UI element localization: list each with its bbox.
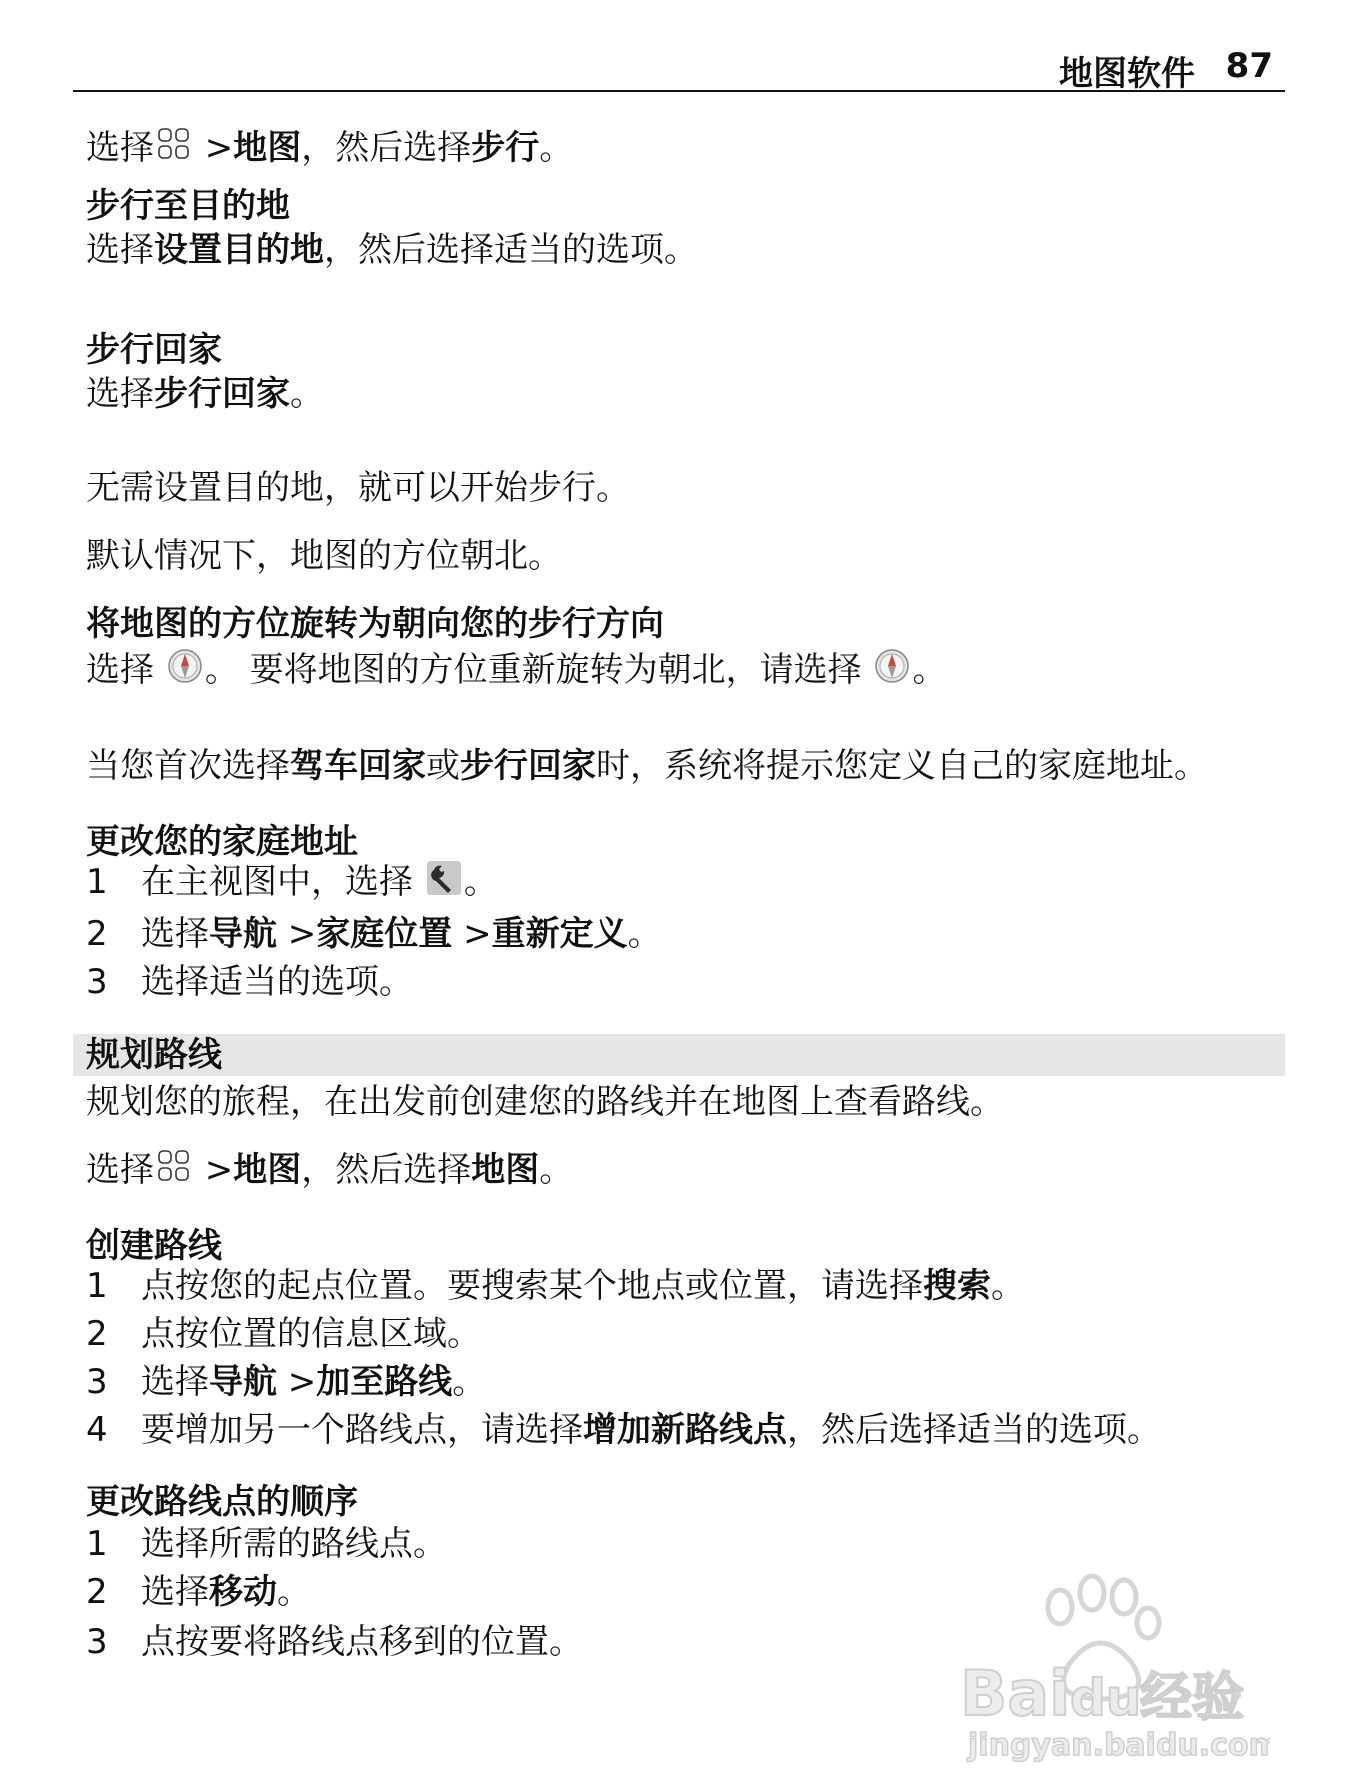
heading-walk-home: 步行回家: [86, 330, 222, 370]
heading-reorder-waypoints: 更改路线点的顺序: [86, 1482, 358, 1522]
page-header: [73, 40, 1285, 92]
step-number: 1: [86, 1266, 108, 1306]
text: 或: [426, 746, 460, 786]
text: ，然后选择适当的选项。: [324, 230, 698, 270]
text: 选择: [86, 1150, 154, 1190]
step-number: 1: [86, 1524, 108, 1564]
text: 。: [290, 374, 324, 414]
option-walk: 步行: [471, 128, 540, 168]
option-navigation: 导航: [209, 1362, 277, 1402]
step-text: [141, 912, 662, 956]
text: 。: [463, 862, 498, 902]
walk-destination-text: [86, 228, 698, 272]
page-number: 87: [1225, 46, 1273, 86]
menu-maps: 地图: [233, 128, 302, 168]
step-text: 选择适当的选项。: [141, 962, 413, 1002]
text: 要增加另一个路线点，请选择: [141, 1410, 583, 1450]
step-text: 点按要将路线点移到的位置。: [141, 1622, 583, 1662]
step-number: 4: [86, 1410, 108, 1450]
separator: >: [277, 1362, 317, 1402]
step-text: [141, 860, 498, 907]
option-search: 搜索: [923, 1266, 991, 1306]
text: ，然后选择: [301, 128, 472, 168]
text: 。 要将地图的方位重新旋转为朝北，请选择: [204, 650, 873, 690]
text: 。: [539, 128, 574, 168]
apps-grid-icon: [156, 126, 192, 173]
menu-maps: 地图: [233, 1150, 302, 1190]
option-move: 移动: [209, 1572, 277, 1612]
open-map-line: [86, 1148, 573, 1195]
option-redefine: 重新定义: [491, 914, 628, 954]
step-number: 3: [86, 1622, 108, 1662]
header-title: 地图软件: [1059, 54, 1195, 94]
walk-home-text: [86, 372, 324, 416]
text: ，然后选择适当的选项。: [787, 1410, 1161, 1450]
step-number: 1: [86, 862, 108, 902]
text: 在主视图中，选择: [141, 862, 424, 902]
baidu-jingyan-watermark: [940, 1545, 1270, 1765]
option-set-destination: 设置目的地: [154, 230, 324, 270]
heading-rotate-map: 将地图的方位旋转为朝向您的步行方向: [86, 604, 664, 644]
watermark-brand-b: du: [1070, 1669, 1142, 1727]
text: 选择: [86, 650, 165, 690]
option-walk-home: 步行回家: [460, 746, 596, 786]
compass-icon: [167, 648, 203, 695]
text: 。: [627, 914, 662, 954]
section-plan-route: [73, 1034, 1285, 1076]
plan-intro: 规划您的旅程，在出发前创建您的路线并在地图上查看路线。: [86, 1082, 1004, 1122]
watermark-brand-a: Bai: [960, 1657, 1071, 1730]
heading-walk-destination: 步行至目的地: [86, 186, 290, 226]
separator: >: [194, 1150, 234, 1190]
option-drive-home: 驾车回家: [290, 746, 426, 786]
text: 。: [452, 1362, 487, 1402]
text: 点按您的起点位置。要搜索某个地点或位置，请选择: [141, 1266, 923, 1306]
paragraph-no-destination: 无需设置目的地，就可以开始步行。: [86, 468, 630, 508]
apps-grid-icon: [156, 1148, 192, 1195]
watermark-url: jingyan.baidu.com: [968, 1728, 1270, 1763]
option-add-waypoint: 增加新路线点: [583, 1410, 787, 1450]
rotate-map-text: [86, 648, 946, 695]
text: 。: [277, 1572, 311, 1612]
text: 选择: [141, 1362, 209, 1402]
text: 时，系统将提示您定义自己的家庭地址。: [596, 746, 1208, 786]
text: ，然后选择: [301, 1150, 472, 1190]
home-prompt-text: [86, 744, 1208, 788]
compass-icon: [874, 648, 910, 695]
watermark-brand-cn: 经验: [1140, 1668, 1245, 1728]
option-home-location: 家庭位置: [316, 914, 453, 954]
paw-logo-icon: [940, 1545, 1270, 1765]
separator: >: [277, 914, 317, 954]
step-number: 2: [86, 1314, 108, 1354]
option-add-to-route: 加至路线: [316, 1362, 453, 1402]
step-text: [141, 1570, 311, 1614]
step-text: [141, 1264, 1025, 1308]
option-navigation: 导航: [209, 914, 277, 954]
separator: >: [452, 914, 492, 954]
step-text: 选择所需的路线点。: [141, 1524, 447, 1564]
option-walk-home: 步行回家: [154, 374, 290, 414]
step-text: [141, 1408, 1161, 1452]
open-walk-line: [86, 126, 573, 173]
paragraph-default-orientation: 默认情况下，地图的方位朝北。: [86, 536, 562, 576]
text: 。: [539, 1150, 574, 1190]
text: 当您首次选择: [86, 746, 290, 786]
heading-change-home: 更改您的家庭地址: [86, 822, 358, 862]
option-map: 地图: [471, 1150, 540, 1190]
heading-create-route: 创建路线: [86, 1226, 222, 1266]
text: 选择: [86, 374, 154, 414]
separator: >: [194, 128, 234, 168]
step-text: 点按位置的信息区域。: [141, 1314, 481, 1354]
text: 。: [912, 650, 947, 690]
wrench-icon: [426, 860, 462, 907]
step-number: 3: [86, 962, 108, 1002]
text: 。: [991, 1266, 1025, 1306]
step-text: [141, 1360, 486, 1404]
step-number: 2: [86, 1572, 108, 1612]
text: 选择: [141, 914, 209, 954]
text: 选择: [141, 1572, 209, 1612]
section-title: 规划路线: [86, 1035, 222, 1075]
step-number: 3: [86, 1362, 108, 1402]
text: 选择: [86, 128, 154, 168]
text: 选择: [86, 230, 154, 270]
step-number: 2: [86, 914, 108, 954]
